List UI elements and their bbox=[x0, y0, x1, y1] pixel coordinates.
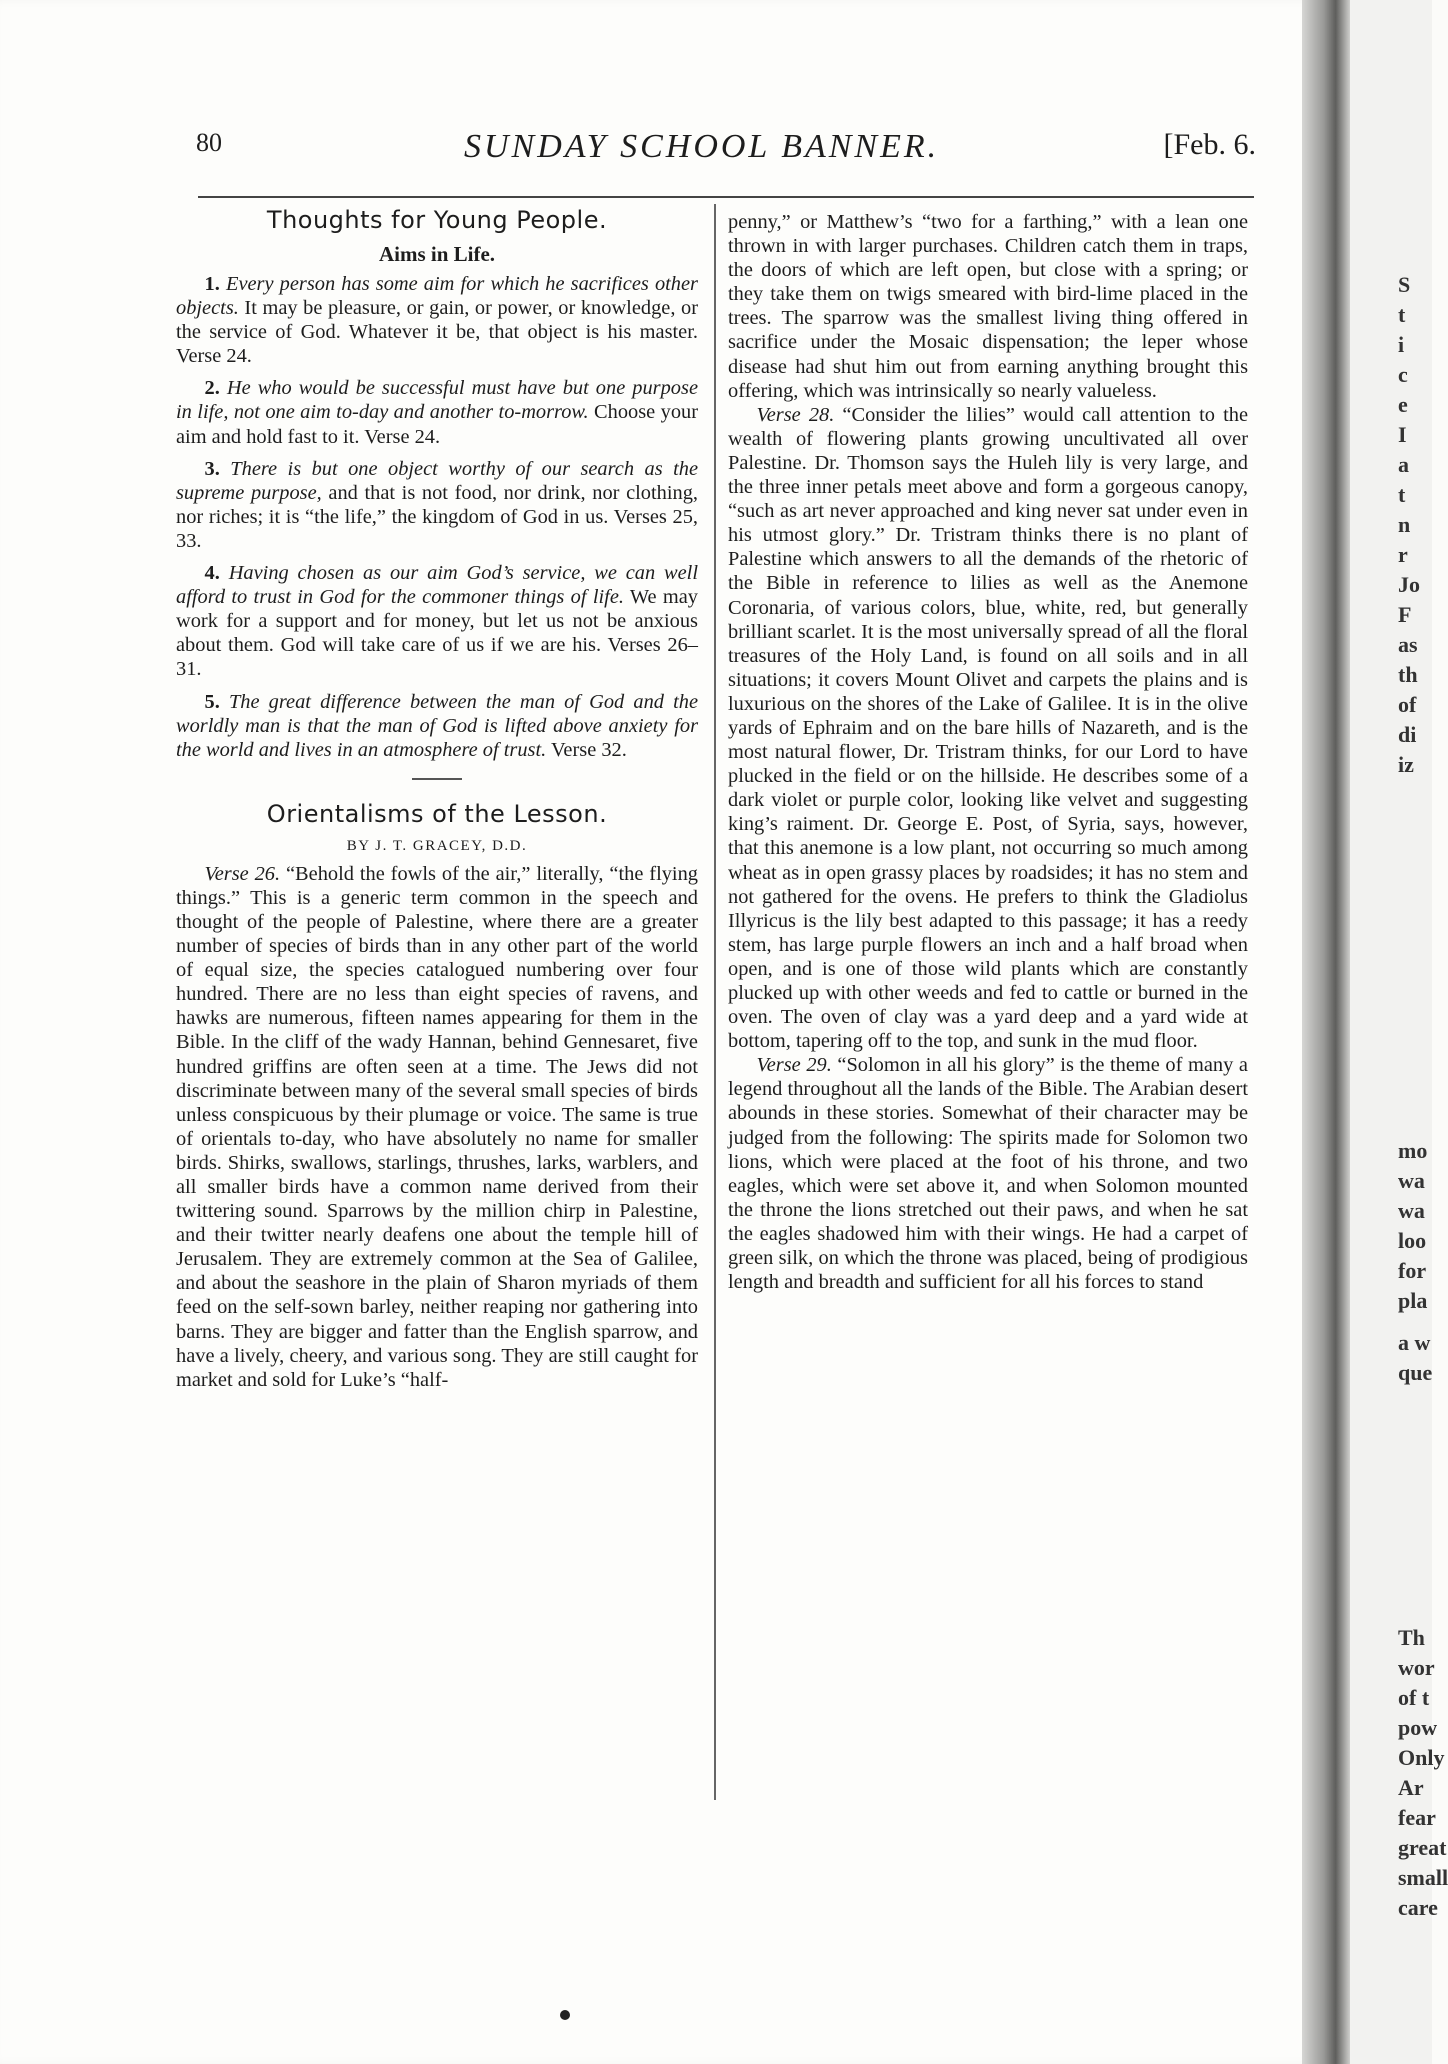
point-number: 2. bbox=[204, 377, 220, 400]
point-text: Choose your aim and hold fast to it. Verse 24. bbox=[176, 401, 698, 448]
point-lead: He who would be successful must have but one purpose in life, not one aim to-day and another to-morrow. bbox=[176, 377, 698, 424]
facing-fragment: Only bbox=[1398, 1745, 1445, 1770]
facing-fragment: iz bbox=[1398, 752, 1414, 777]
facing-fragment: r bbox=[1398, 542, 1408, 567]
facing-page-edge bbox=[1350, 0, 1448, 2064]
facing-fragment: fear bbox=[1398, 1805, 1436, 1830]
verse-tag: Verse 26. bbox=[204, 862, 281, 885]
point-number: 1. bbox=[204, 273, 220, 295]
facing-fragment: wa bbox=[1398, 1198, 1425, 1223]
facing-fragment: e bbox=[1398, 392, 1408, 417]
right-column bbox=[728, 210, 1248, 1810]
verse-29-paragraph bbox=[728, 1053, 1248, 1294]
point-text: We may work for a support and for money, but let us not be anxious about them. God will take care of us if we are his. Verses 26–31. bbox=[176, 586, 698, 681]
verse-text: “Behold the fowls of the air,” literally, “the flying things.” This is a generic term common in the speech and thought of the people of Palestine, where there are a greater number of species of birds than in any other part of the world of equal size, the species catalogued numbering over four hundred. There are no less than eight species of ravens, and hawks are numerous, fifteen names appearing for them in the Bible. In the cliff of the wady Hannan, behind Gennesaret, five hundred griffins are often seen at a time. The Jews did not discriminate between many of the several small species of birds unless conspicuous by their plumage or voice. The same is true of orientals to-day, who have absolutely no name for smaller birds. Shirks, swallows, starlings, thrushes, larks, warblers, and all smaller birds have a common name derived from their twittering sound. Sparrows by the million chirp in Palestine, and their twitter nearly deafens one about the temple hill of Jerusalem. They are extremely common at the Sea of Galilee, and about the seashore in the plain of Sharon myriads of them feed on the self-sown barley, neither reaping nor gathering into barns. They are bigger and fatter than the English sparrow, and have a lively, cheery, and various song. They are still caught for market and sold for Luke’s “half- bbox=[176, 862, 698, 1391]
ink-speck bbox=[560, 2010, 570, 2020]
verse-text: “Solomon in all his glory” is the theme of many a legend throughout all the lands of the Bible. The Arabian desert abounds in these stories. Somewhat of their character may be judged from the following: The spirits made for Solomon two lions, which were placed at the foot of his throne, and two eagles, which were set above it, and when Solomon mounted the throne the lions stretched out their paws, and when he sat the eagles shadowed him with their wings. He had a carpet of green silk, on which the throne was placed, being of prodigious length and breadth and sufficient for all his forces to stand bbox=[728, 1054, 1248, 1294]
point-number: 4. bbox=[204, 562, 220, 585]
left-column bbox=[176, 204, 698, 1804]
facing-fragment: I bbox=[1398, 422, 1407, 447]
facing-fragment: Jo bbox=[1398, 572, 1420, 597]
facing-fragment: di bbox=[1398, 722, 1417, 747]
facing-fragment: of t bbox=[1398, 1685, 1430, 1710]
facing-fragment: pow bbox=[1398, 1715, 1438, 1740]
continuation-paragraph: penny,” or Matthew’s “two for a farthing,” with a lean one thrown in with larger purchases. Children catch them in traps, the doors of which are left open, but close with a spring; or they take them on twigs smeared with bird-lime placed in the trees. The sparrow was the smallest living thing offered in sacrifice under the Mosaic dispensation; the leper whose disease had shut him out from earning anything brought this offering, which was intrinsically so nearly valueless. bbox=[728, 211, 1248, 402]
page-number: 80 bbox=[196, 128, 222, 157]
facing-fragment: th bbox=[1398, 662, 1418, 687]
header-rule bbox=[198, 196, 1254, 198]
facing-fragment: t bbox=[1398, 482, 1406, 507]
section-separator bbox=[412, 778, 462, 780]
facing-fragment: F bbox=[1398, 602, 1412, 627]
point-item bbox=[176, 272, 698, 368]
verse-26-paragraph bbox=[176, 862, 698, 1392]
point-number: 3. bbox=[204, 457, 220, 480]
facing-fragment: for bbox=[1398, 1258, 1427, 1283]
header-date: [Feb. 6. bbox=[1163, 128, 1256, 161]
facing-fragment: a bbox=[1398, 452, 1409, 477]
point-text: It may be pleasure, or gain, or power, or knowledge, or the service of God. Whatever it be, that object is his master. Verse 24. bbox=[176, 297, 698, 368]
point-item bbox=[176, 561, 698, 681]
facing-fragment: que bbox=[1398, 1360, 1433, 1385]
running-title: SUNDAY SCHOOL BANNER. bbox=[464, 128, 940, 165]
point-lead: Having chosen as our aim God’s service, we can well afford to trust in God for the commoner things of life. bbox=[176, 562, 698, 609]
point-text: Verse 32. bbox=[546, 738, 627, 761]
facing-fragment: t bbox=[1398, 302, 1406, 327]
facing-fragment: S bbox=[1398, 272, 1411, 297]
point-item bbox=[176, 690, 698, 762]
facing-fragment: pla bbox=[1398, 1288, 1428, 1313]
point-number: 5. bbox=[204, 690, 220, 713]
point-lead: Every person has some aim for which he sacrifices other objects. bbox=[176, 273, 698, 320]
section-subtitle-aims: Aims in Life. bbox=[378, 242, 496, 266]
author-byline: BY J. T. GRACEY, D.D. bbox=[346, 837, 528, 854]
facing-fragment: mo bbox=[1398, 1138, 1428, 1163]
verse-text: “Consider the lilies” would call attention to the wealth of flowering plants growing uncultivated all over Palestine. Dr. Thomson says the Huleh lily is very large, and the three inner petals meet above and form a gorgeous canopy, “such as art never approached and king never sat under even in his utmost glory.” Dr. Tristram thinks there is no plant of Palestine which answers to all the demands of the rhetoric of the Bible in reference to lilies as well as the Anemone Coronaria, of various colors, blue, white, red, but generally brilliant scarlet. It is the most universally spread of all the floral treasures of the Holy Land, is found on all soils and in all situations; it covers Mount Olivet and carpets the plains and is luxurious on the shores of the Lake of Galilee. It is in the olive yards of Ephraim and on the bare hills of Nazareth, and is the most natural flower, Dr. Tristram thinks, for our Lord to have plucked in the field or on the hillside. He describes some of a dark violet or purple color, looking like velvet and suggesting king’s raiment. Dr. George E. Post, of Syria, says, however, that this anemone is a low plant, not occurring so much among wheat as in open grassy places by roadsides; it has no stem and not gathered for the ovens. He prefers to think the Gladiolus Illyricus is the lily best adapted to this passage; it has a reedy stem, has large purple flowers an inch and a half broad when open, and is one of those wild plants which are constantly plucked up with other weeds and fed to cattle or burned in the oven. The oven of clay was a yard deep and a yard wide at bottom, tapering off to the top, and sunk in the mud floor. bbox=[728, 403, 1248, 1053]
point-item bbox=[176, 457, 698, 553]
point-lead: The great difference between the man of God and the worldly man is that the man of God is lifted above anxiety for the world and lives in an atmosphere of trust. bbox=[176, 690, 698, 761]
facing-fragment: great bbox=[1398, 1835, 1447, 1860]
facing-fragment: small bbox=[1398, 1865, 1448, 1890]
facing-fragment: i bbox=[1398, 332, 1405, 357]
facing-fragment: as bbox=[1398, 632, 1418, 657]
point-lead: There is but one object worthy of our search as the supreme purpose, bbox=[176, 457, 698, 504]
facing-fragment: wa bbox=[1398, 1168, 1425, 1193]
facing-fragment: c bbox=[1398, 362, 1408, 387]
section-title-orientalisms: Orientalisms of the Lesson. bbox=[266, 799, 608, 828]
column-divider bbox=[714, 204, 716, 1800]
facing-fragment: Th bbox=[1398, 1625, 1425, 1650]
facing-fragment: n bbox=[1398, 512, 1411, 537]
facing-fragment: Ar bbox=[1398, 1775, 1424, 1800]
facing-fragment: care bbox=[1398, 1895, 1438, 1920]
verse-tag: Verse 29. bbox=[756, 1054, 832, 1077]
facing-fragment: a w bbox=[1398, 1330, 1431, 1355]
point-text: and that is not food, nor drink, nor clothing, nor riches; it is “the life,” the kingdom of God in us. Verses 25, 33. bbox=[176, 481, 698, 552]
verse-tag: Verse 28. bbox=[756, 403, 835, 426]
facing-fragment: wor bbox=[1398, 1655, 1435, 1680]
section-title-thoughts: Thoughts for Young People. bbox=[266, 206, 608, 234]
page-header bbox=[196, 128, 1256, 178]
verse-28-paragraph bbox=[728, 403, 1248, 1054]
facing-fragment: of bbox=[1398, 692, 1417, 717]
point-item bbox=[176, 376, 698, 448]
book-gutter bbox=[1302, 0, 1350, 2064]
facing-fragment: loo bbox=[1398, 1228, 1427, 1253]
